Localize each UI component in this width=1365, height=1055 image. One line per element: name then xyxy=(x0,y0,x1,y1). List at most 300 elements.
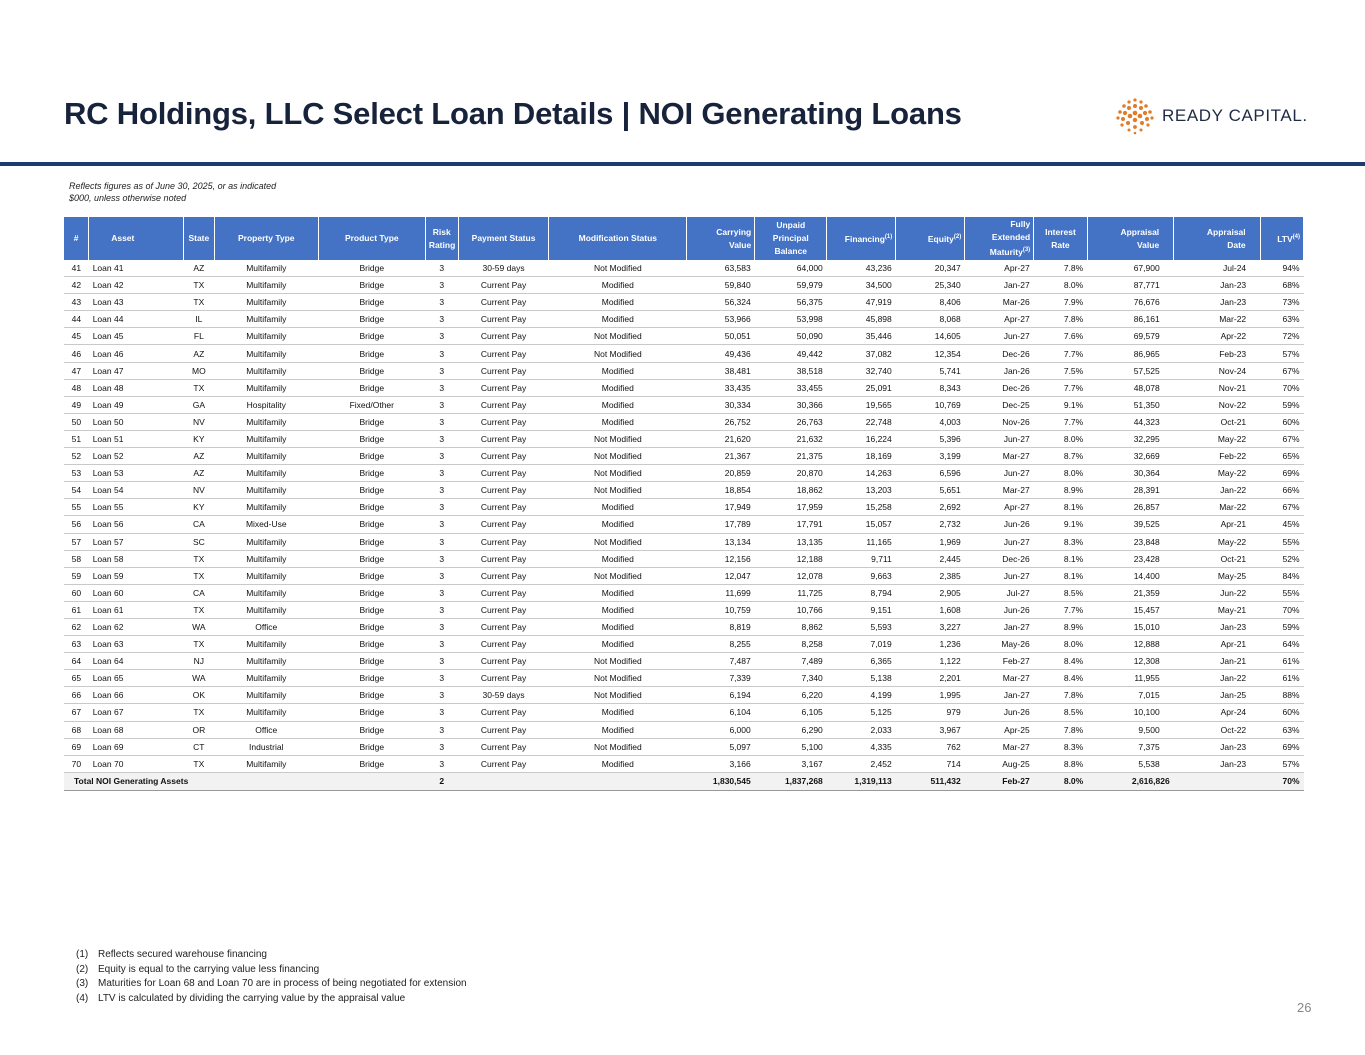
cell-equity: 2,905 xyxy=(896,584,965,601)
cell-product-type: Bridge xyxy=(318,533,425,550)
cell-asset: Loan 45 xyxy=(89,328,184,345)
cell-equity: 3,199 xyxy=(896,448,965,465)
cell-risk-rating: 3 xyxy=(425,601,458,618)
cell-product-type: Bridge xyxy=(318,277,425,294)
footnote-number: (2) xyxy=(76,963,89,975)
cell-state: TX xyxy=(183,550,214,567)
table-row xyxy=(64,516,1304,533)
cell-modification-status: Modified xyxy=(549,413,687,430)
cell-asset: Loan 66 xyxy=(89,687,184,704)
cell-unpaid-principal-balance: 12,078 xyxy=(755,567,827,584)
cell-risk-rating: 3 xyxy=(425,379,458,396)
cell-unpaid-principal-balance: 56,375 xyxy=(755,294,827,311)
cell-asset: Loan 51 xyxy=(89,430,184,447)
total-modification-status xyxy=(549,772,687,790)
cell-ltv: 60% xyxy=(1260,413,1303,430)
cell-risk-rating: 3 xyxy=(425,618,458,635)
cell-carrying-value: 63,583 xyxy=(687,260,755,277)
cell-modification-status: Modified xyxy=(549,755,687,772)
cell-ltv: 52% xyxy=(1260,550,1303,567)
cell-num: 46 xyxy=(64,345,89,362)
cell-financing: 9,151 xyxy=(827,601,896,618)
col-header-ltv: LTV$^{(4)}$ xyxy=(1260,217,1303,260)
cell-interest-rate: 8.0% xyxy=(1034,465,1088,482)
cell-modification-status: Modified xyxy=(549,362,687,379)
cell-financing: 14,263 xyxy=(827,465,896,482)
cell-property-type: Multifamily xyxy=(214,379,318,396)
cell-state: SC xyxy=(183,533,214,550)
cell-maturity: Jan-26 xyxy=(965,362,1034,379)
cell-interest-rate: 8.4% xyxy=(1034,653,1088,670)
cell-interest-rate: 8.0% xyxy=(1034,430,1088,447)
cell-interest-rate: 8.5% xyxy=(1034,704,1088,721)
cell-asset: Loan 53 xyxy=(89,465,184,482)
table-row xyxy=(64,260,1304,277)
cell-property-type: Multifamily xyxy=(214,413,318,430)
cell-product-type: Bridge xyxy=(318,653,425,670)
cell-state: WA xyxy=(183,618,214,635)
cell-property-type: Multifamily xyxy=(214,482,318,499)
cell-maturity: Mar-27 xyxy=(965,448,1034,465)
cell-ltv: 66% xyxy=(1260,482,1303,499)
cell-maturity: Nov-26 xyxy=(965,413,1034,430)
footnote-text: LTV is calculated by dividing the carrying value by the appraisal value xyxy=(98,992,406,1004)
cell-num: 60 xyxy=(64,584,89,601)
cell-num: 68 xyxy=(64,721,89,738)
cell-ltv: 60% xyxy=(1260,704,1303,721)
cell-modification-status: Modified xyxy=(549,379,687,396)
cell-state: TX xyxy=(183,636,214,653)
cell-asset: Loan 69 xyxy=(89,738,184,755)
cell-state: OK xyxy=(183,687,214,704)
cell-product-type: Bridge xyxy=(318,430,425,447)
cell-unpaid-principal-balance: 8,258 xyxy=(755,636,827,653)
table-row xyxy=(64,448,1304,465)
cell-appraisal-date: Jan-23 xyxy=(1174,618,1260,635)
cell-financing: 5,125 xyxy=(827,704,896,721)
cell-risk-rating: 3 xyxy=(425,653,458,670)
table-row xyxy=(64,584,1304,601)
cell-carrying-value: 6,000 xyxy=(687,721,755,738)
cell-appraisal-value: 15,457 xyxy=(1087,601,1173,618)
cell-product-type: Bridge xyxy=(318,721,425,738)
cell-num: 45 xyxy=(64,328,89,345)
cell-asset: Loan 58 xyxy=(89,550,184,567)
cell-unpaid-principal-balance: 18,862 xyxy=(755,482,827,499)
cell-risk-rating: 3 xyxy=(425,636,458,653)
total-equity: 511,432 xyxy=(896,772,965,790)
cell-payment-status: Current Pay xyxy=(458,738,549,755)
total-interest-rate: 8.0% xyxy=(1034,772,1088,790)
cell-appraisal-date: Jan-21 xyxy=(1174,653,1260,670)
cell-modification-status: Modified xyxy=(549,601,687,618)
cell-appraisal-date: Jan-23 xyxy=(1174,755,1260,772)
cell-state: MO xyxy=(183,362,214,379)
cell-asset: Loan 47 xyxy=(89,362,184,379)
cell-payment-status: Current Pay xyxy=(458,704,549,721)
cell-num: 41 xyxy=(64,260,89,277)
cell-appraisal-date: May-22 xyxy=(1174,430,1260,447)
cell-asset: Loan 59 xyxy=(89,567,184,584)
cell-num: 70 xyxy=(64,755,89,772)
table-row xyxy=(64,413,1304,430)
footnote-text: Equity is equal to the carrying value less financing xyxy=(98,963,320,975)
cell-risk-rating: 3 xyxy=(425,465,458,482)
cell-risk-rating: 3 xyxy=(425,687,458,704)
cell-appraisal-value: 86,161 xyxy=(1087,311,1173,328)
cell-financing: 6,365 xyxy=(827,653,896,670)
cell-ltv: 88% xyxy=(1260,687,1303,704)
cell-interest-rate: 9.1% xyxy=(1034,396,1088,413)
cell-carrying-value: 7,487 xyxy=(687,653,755,670)
total-appraisal-value: 2,616,826 xyxy=(1087,772,1173,790)
cell-appraisal-date: Mar-22 xyxy=(1174,311,1260,328)
cell-maturity: Jul-27 xyxy=(965,584,1034,601)
col-header-product-type: Product Type xyxy=(318,217,425,260)
col-header-state: State xyxy=(183,217,214,260)
cell-financing: 15,057 xyxy=(827,516,896,533)
cell-maturity: Jun-26 xyxy=(965,516,1034,533)
cell-property-type: Multifamily xyxy=(214,328,318,345)
cell-product-type: Bridge xyxy=(318,482,425,499)
cell-appraisal-date: May-25 xyxy=(1174,567,1260,584)
cell-interest-rate: 8.1% xyxy=(1034,499,1088,516)
total-payment-status xyxy=(458,772,549,790)
total-appraisal-date xyxy=(1174,772,1260,790)
cell-appraisal-value: 30,364 xyxy=(1087,465,1173,482)
cell-num: 58 xyxy=(64,550,89,567)
cell-unpaid-principal-balance: 21,375 xyxy=(755,448,827,465)
cell-asset: Loan 49 xyxy=(89,396,184,413)
cell-financing: 15,258 xyxy=(827,499,896,516)
cell-interest-rate: 8.1% xyxy=(1034,567,1088,584)
cell-ltv: 69% xyxy=(1260,465,1303,482)
cell-appraisal-date: May-22 xyxy=(1174,533,1260,550)
cell-payment-status: Current Pay xyxy=(458,516,549,533)
cell-payment-status: Current Pay xyxy=(458,721,549,738)
cell-interest-rate: 8.3% xyxy=(1034,738,1088,755)
cell-unpaid-principal-balance: 6,105 xyxy=(755,704,827,721)
cell-unpaid-principal-balance: 8,862 xyxy=(755,618,827,635)
cell-interest-rate: 8.4% xyxy=(1034,670,1088,687)
cell-num: 59 xyxy=(64,567,89,584)
footnote-text: Reflects secured warehouse financing xyxy=(98,949,267,960)
cell-appraisal-value: 10,100 xyxy=(1087,704,1173,721)
cell-num: 42 xyxy=(64,277,89,294)
cell-maturity: Apr-27 xyxy=(965,311,1034,328)
total-label: Total NOI Generating Assets xyxy=(64,772,425,790)
cell-appraisal-date: Oct-21 xyxy=(1174,550,1260,567)
cell-product-type: Bridge xyxy=(318,550,425,567)
cell-asset: Loan 60 xyxy=(89,584,184,601)
cell-carrying-value: 30,334 xyxy=(687,396,755,413)
cell-maturity: Aug-25 xyxy=(965,755,1034,772)
table-row xyxy=(64,499,1304,516)
cell-state: OR xyxy=(183,721,214,738)
cell-appraisal-value: 23,848 xyxy=(1087,533,1173,550)
cell-modification-status: Not Modified xyxy=(549,465,687,482)
cell-maturity: Mar-27 xyxy=(965,482,1034,499)
cell-financing: 7,019 xyxy=(827,636,896,653)
cell-ltv: 64% xyxy=(1260,636,1303,653)
cell-state: TX xyxy=(183,704,214,721)
cell-payment-status: Current Pay xyxy=(458,618,549,635)
cell-risk-rating: 3 xyxy=(425,499,458,516)
cell-interest-rate: 7.7% xyxy=(1034,413,1088,430)
cell-maturity: Jun-27 xyxy=(965,567,1034,584)
cell-asset: Loan 56 xyxy=(89,516,184,533)
cell-equity: 2,732 xyxy=(896,516,965,533)
cell-equity: 1,608 xyxy=(896,601,965,618)
cell-risk-rating: 3 xyxy=(425,294,458,311)
cell-num: 61 xyxy=(64,601,89,618)
cell-appraisal-date: Jan-23 xyxy=(1174,738,1260,755)
cell-equity: 2,692 xyxy=(896,499,965,516)
cell-modification-status: Not Modified xyxy=(549,345,687,362)
cell-appraisal-value: 15,010 xyxy=(1087,618,1173,635)
cell-equity: 8,068 xyxy=(896,311,965,328)
table-row xyxy=(64,653,1304,670)
cell-asset: Loan 41 xyxy=(89,260,184,277)
cell-risk-rating: 3 xyxy=(425,533,458,550)
cell-product-type: Bridge xyxy=(318,601,425,618)
cell-appraisal-date: May-22 xyxy=(1174,465,1260,482)
cell-appraisal-date: Jun-22 xyxy=(1174,584,1260,601)
table-row xyxy=(64,533,1304,550)
cell-carrying-value: 12,047 xyxy=(687,567,755,584)
cell-modification-status: Modified xyxy=(549,294,687,311)
cell-state: AZ xyxy=(183,465,214,482)
cell-appraisal-date: Jan-22 xyxy=(1174,482,1260,499)
cell-interest-rate: 7.7% xyxy=(1034,601,1088,618)
cell-property-type: Multifamily xyxy=(214,687,318,704)
cell-unpaid-principal-balance: 30,366 xyxy=(755,396,827,413)
cell-ltv: 61% xyxy=(1260,670,1303,687)
cell-interest-rate: 9.1% xyxy=(1034,516,1088,533)
cell-property-type: Multifamily xyxy=(214,567,318,584)
cell-product-type: Bridge xyxy=(318,618,425,635)
cell-appraisal-value: 87,771 xyxy=(1087,277,1173,294)
cell-carrying-value: 56,324 xyxy=(687,294,755,311)
cell-appraisal-value: 39,525 xyxy=(1087,516,1173,533)
table-row xyxy=(64,277,1304,294)
cell-property-type: Multifamily xyxy=(214,704,318,721)
cell-equity: 8,406 xyxy=(896,294,965,311)
cell-appraisal-date: Jan-23 xyxy=(1174,294,1260,311)
header-divider xyxy=(0,162,1365,166)
cell-state: TX xyxy=(183,755,214,772)
notes xyxy=(69,180,276,204)
table-row xyxy=(64,687,1304,704)
cell-financing: 34,500 xyxy=(827,277,896,294)
cell-appraisal-value: 44,323 xyxy=(1087,413,1173,430)
cell-property-type: Multifamily xyxy=(214,465,318,482)
cell-equity: 5,396 xyxy=(896,430,965,447)
cell-maturity: Jun-27 xyxy=(965,465,1034,482)
cell-interest-rate: 8.8% xyxy=(1034,755,1088,772)
col-header-interest-rate: Interest Rate xyxy=(1034,217,1088,260)
cell-product-type: Bridge xyxy=(318,362,425,379)
footnote-text: Maturities for Loan 68 and Loan 70 are in process of being negotiated for extension xyxy=(98,978,467,989)
cell-equity: 2,385 xyxy=(896,567,965,584)
cell-ltv: 67% xyxy=(1260,499,1303,516)
cell-payment-status: Current Pay xyxy=(458,345,549,362)
cell-unpaid-principal-balance: 17,791 xyxy=(755,516,827,533)
cell-maturity: Apr-25 xyxy=(965,721,1034,738)
cell-state: WA xyxy=(183,670,214,687)
cell-state: CT xyxy=(183,738,214,755)
col-header-asset: Asset xyxy=(89,217,184,260)
cell-ltv: 70% xyxy=(1260,601,1303,618)
cell-financing: 2,452 xyxy=(827,755,896,772)
footnote-number: (3) xyxy=(76,978,89,989)
cell-equity: 714 xyxy=(896,755,965,772)
cell-num: 64 xyxy=(64,653,89,670)
cell-interest-rate: 7.8% xyxy=(1034,260,1088,277)
cell-maturity: Jun-27 xyxy=(965,430,1034,447)
cell-ltv: 55% xyxy=(1260,584,1303,601)
cell-product-type: Bridge xyxy=(318,328,425,345)
cell-maturity: Jan-27 xyxy=(965,687,1034,704)
cell-property-type: Multifamily xyxy=(214,294,318,311)
cell-state: KY xyxy=(183,430,214,447)
cell-property-type: Office xyxy=(214,618,318,635)
cell-carrying-value: 5,097 xyxy=(687,738,755,755)
footnote-3 xyxy=(76,977,467,992)
cell-risk-rating: 3 xyxy=(425,704,458,721)
cell-equity: 8,343 xyxy=(896,379,965,396)
cell-financing: 18,169 xyxy=(827,448,896,465)
cell-carrying-value: 13,134 xyxy=(687,533,755,550)
cell-financing: 11,165 xyxy=(827,533,896,550)
cell-interest-rate: 7.9% xyxy=(1034,294,1088,311)
cell-payment-status: Current Pay xyxy=(458,396,549,413)
cell-num: 50 xyxy=(64,413,89,430)
cell-maturity: Jun-27 xyxy=(965,328,1034,345)
cell-unpaid-principal-balance: 64,000 xyxy=(755,260,827,277)
cell-payment-status: Current Pay xyxy=(458,430,549,447)
cell-product-type: Bridge xyxy=(318,670,425,687)
total-row xyxy=(64,772,1304,790)
cell-unpaid-principal-balance: 7,489 xyxy=(755,653,827,670)
cell-modification-status: Modified xyxy=(549,704,687,721)
cell-product-type: Bridge xyxy=(318,448,425,465)
cell-equity: 5,741 xyxy=(896,362,965,379)
cell-appraisal-value: 51,350 xyxy=(1087,396,1173,413)
cell-asset: Loan 62 xyxy=(89,618,184,635)
cell-risk-rating: 3 xyxy=(425,567,458,584)
cell-appraisal-value: 32,295 xyxy=(1087,430,1173,447)
cell-ltv: 57% xyxy=(1260,345,1303,362)
cell-carrying-value: 20,859 xyxy=(687,465,755,482)
cell-maturity: Apr-27 xyxy=(965,260,1034,277)
cell-appraisal-value: 57,525 xyxy=(1087,362,1173,379)
table-row xyxy=(64,328,1304,345)
cell-appraisal-date: Mar-22 xyxy=(1174,499,1260,516)
cell-appraisal-date: Nov-24 xyxy=(1174,362,1260,379)
cell-num: 49 xyxy=(64,396,89,413)
cell-carrying-value: 12,156 xyxy=(687,550,755,567)
cell-carrying-value: 17,949 xyxy=(687,499,755,516)
cell-product-type: Bridge xyxy=(318,704,425,721)
cell-payment-status: Current Pay xyxy=(458,550,549,567)
cell-num: 63 xyxy=(64,636,89,653)
cell-carrying-value: 53,966 xyxy=(687,311,755,328)
cell-appraisal-value: 21,359 xyxy=(1087,584,1173,601)
cell-ltv: 61% xyxy=(1260,653,1303,670)
cell-risk-rating: 3 xyxy=(425,260,458,277)
cell-carrying-value: 33,435 xyxy=(687,379,755,396)
cell-appraisal-value: 7,015 xyxy=(1087,687,1173,704)
cell-payment-status: 30-59 days xyxy=(458,260,549,277)
cell-carrying-value: 6,104 xyxy=(687,704,755,721)
cell-carrying-value: 18,854 xyxy=(687,482,755,499)
cell-property-type: Multifamily xyxy=(214,448,318,465)
cell-property-type: Multifamily xyxy=(214,311,318,328)
cell-interest-rate: 7.7% xyxy=(1034,345,1088,362)
cell-payment-status: Current Pay xyxy=(458,277,549,294)
cell-interest-rate: 7.5% xyxy=(1034,362,1088,379)
table-row xyxy=(64,362,1304,379)
cell-risk-rating: 3 xyxy=(425,448,458,465)
cell-risk-rating: 3 xyxy=(425,277,458,294)
cell-risk-rating: 3 xyxy=(425,345,458,362)
cell-carrying-value: 49,436 xyxy=(687,345,755,362)
cell-payment-status: Current Pay xyxy=(458,653,549,670)
cell-asset: Loan 46 xyxy=(89,345,184,362)
cell-risk-rating: 3 xyxy=(425,311,458,328)
cell-carrying-value: 10,759 xyxy=(687,601,755,618)
cell-financing: 9,711 xyxy=(827,550,896,567)
cell-appraisal-date: Oct-22 xyxy=(1174,721,1260,738)
cell-maturity: Jan-27 xyxy=(965,277,1034,294)
cell-equity: 979 xyxy=(896,704,965,721)
table-row xyxy=(64,345,1304,362)
cell-equity: 1,236 xyxy=(896,636,965,653)
table-body xyxy=(64,260,1304,772)
cell-payment-status: Current Pay xyxy=(458,465,549,482)
cell-state: AZ xyxy=(183,448,214,465)
table-header-row xyxy=(64,217,1304,260)
cell-ltv: 73% xyxy=(1260,294,1303,311)
cell-carrying-value: 21,367 xyxy=(687,448,755,465)
cell-num: 69 xyxy=(64,738,89,755)
cell-appraisal-date: Nov-21 xyxy=(1174,379,1260,396)
cell-interest-rate: 7.7% xyxy=(1034,379,1088,396)
cell-financing: 47,919 xyxy=(827,294,896,311)
footnote-2 xyxy=(76,963,467,978)
cell-unpaid-principal-balance: 26,763 xyxy=(755,413,827,430)
table-row xyxy=(64,636,1304,653)
cell-modification-status: Not Modified xyxy=(549,448,687,465)
cell-state: AZ xyxy=(183,345,214,362)
cell-appraisal-value: 7,375 xyxy=(1087,738,1173,755)
cell-interest-rate: 7.8% xyxy=(1034,721,1088,738)
cell-state: NV xyxy=(183,413,214,430)
cell-unpaid-principal-balance: 6,220 xyxy=(755,687,827,704)
cell-unpaid-principal-balance: 21,632 xyxy=(755,430,827,447)
cell-product-type: Fixed/Other xyxy=(318,396,425,413)
cell-state: IL xyxy=(183,311,214,328)
cell-appraisal-value: 28,391 xyxy=(1087,482,1173,499)
cell-payment-status: Current Pay xyxy=(458,294,549,311)
cell-unpaid-principal-balance: 13,135 xyxy=(755,533,827,550)
cell-risk-rating: 3 xyxy=(425,584,458,601)
cell-state: KY xyxy=(183,499,214,516)
cell-unpaid-principal-balance: 10,766 xyxy=(755,601,827,618)
cell-product-type: Bridge xyxy=(318,636,425,653)
col-header-unpaid-principal-balance: Unpaid Principal Balance xyxy=(755,217,827,260)
